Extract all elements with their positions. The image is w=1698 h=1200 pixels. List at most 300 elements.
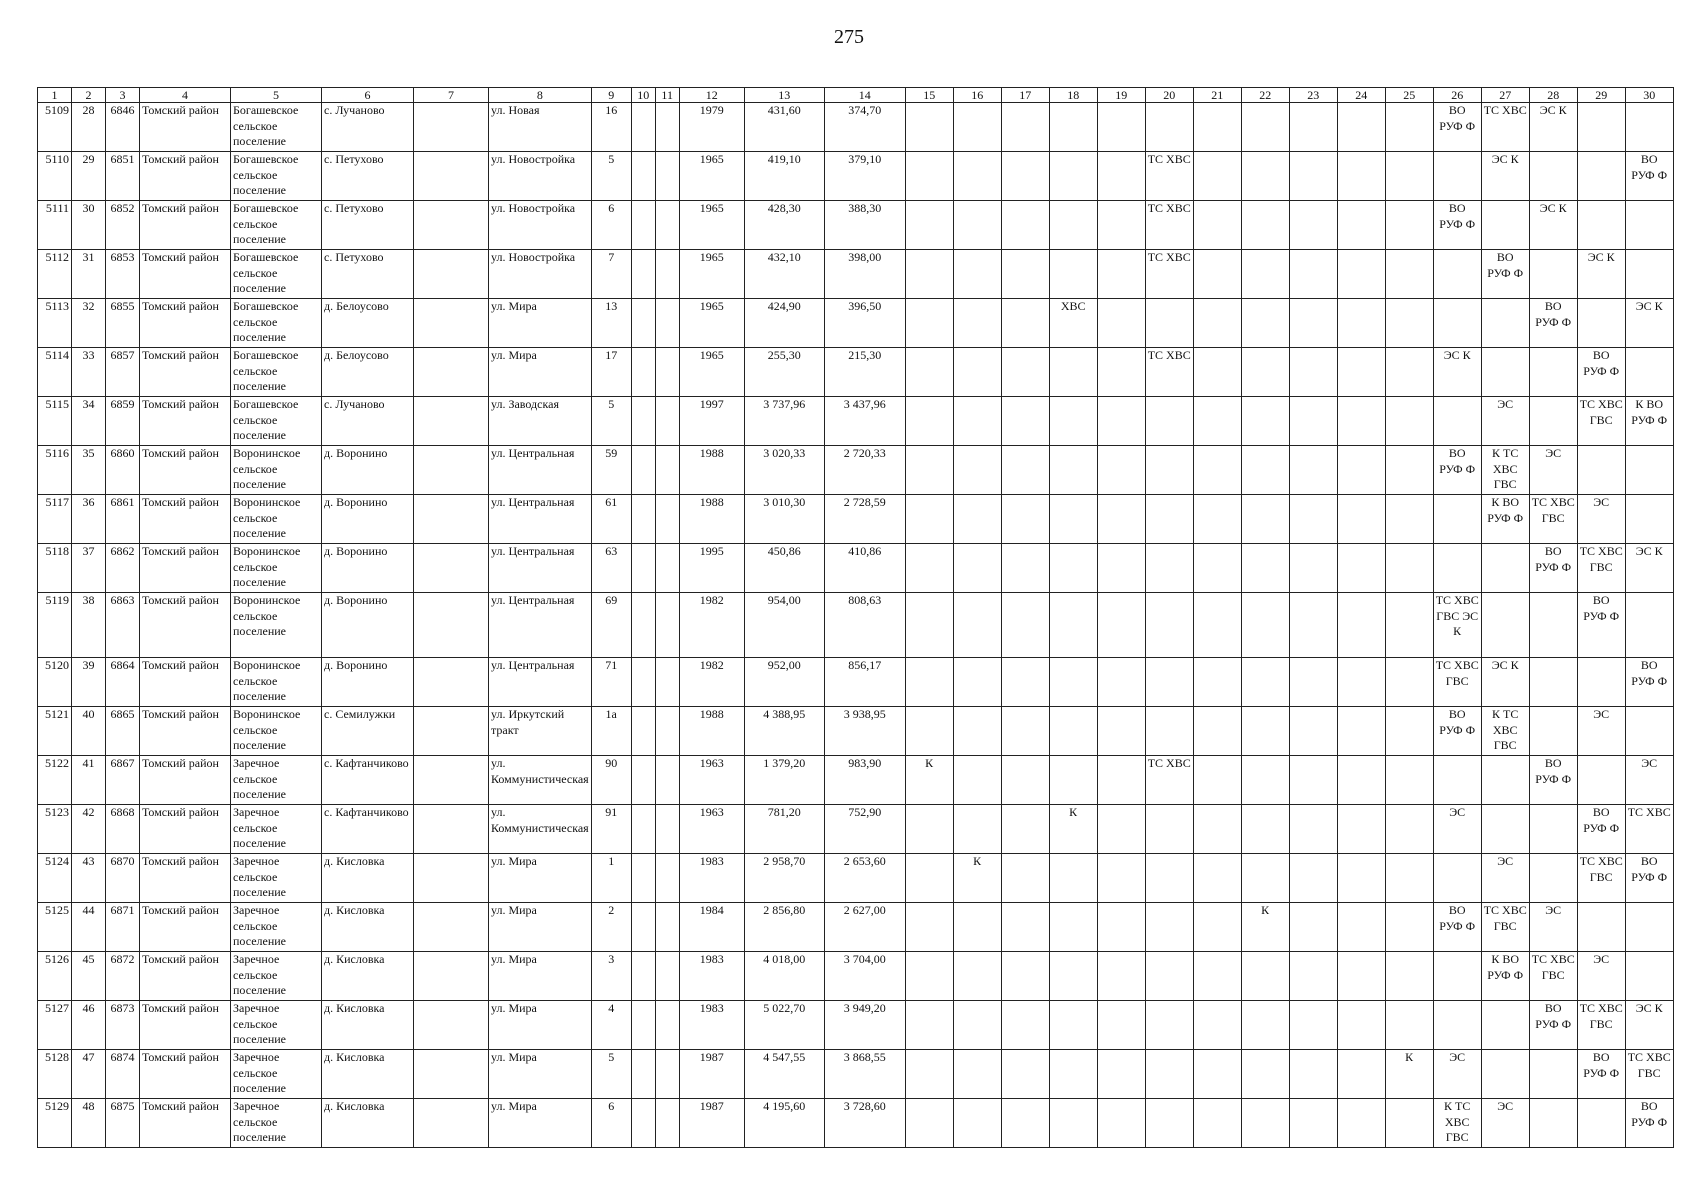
- house-number-cell: 2: [591, 903, 631, 952]
- work-code-cell-27: [1481, 952, 1529, 1001]
- work-code-cell-25: [1385, 707, 1433, 756]
- work-code-cell-22: [1241, 805, 1289, 854]
- work-code-cell-18: [1049, 593, 1097, 658]
- work-code-cell-27: [1481, 1050, 1529, 1099]
- registry-number: 5109: [38, 103, 72, 152]
- work-code-cell-19: [1097, 397, 1145, 446]
- empty-cell: [631, 952, 655, 1001]
- work-code-cell-16: [953, 152, 1001, 201]
- work-code-cell-19: [1097, 103, 1145, 152]
- work-code-cell-26: [1433, 250, 1481, 299]
- work-code-cell-30: [1625, 805, 1673, 854]
- work-code-cell-15: [905, 707, 953, 756]
- row-index: 37: [72, 544, 106, 593]
- registry-number: 5127: [38, 1001, 72, 1050]
- locality-cell: с. Семилужки: [322, 707, 414, 756]
- work-code-cell-29: [1577, 397, 1625, 446]
- street-cell: ул. Заводская: [489, 397, 592, 446]
- work-code: ВО РУФ Ф: [1631, 658, 1668, 688]
- work-code-cell-22: [1241, 446, 1289, 495]
- work-code-cell-17: [1001, 103, 1049, 152]
- work-code-cell-24: [1337, 1001, 1385, 1050]
- work-code: ЭС К: [1635, 1001, 1663, 1015]
- empty-cell: [414, 707, 489, 756]
- work-code: К: [1069, 805, 1078, 819]
- object-id: 6864: [106, 658, 140, 707]
- work-code: ВО РУФ Ф: [1439, 446, 1476, 476]
- work-code-cell-29: [1577, 593, 1625, 658]
- work-code: ТС ХВС ГВС: [1483, 903, 1527, 933]
- work-code-cell-28: [1529, 201, 1577, 250]
- work-code-cell-26: [1433, 103, 1481, 152]
- work-code: К: [973, 854, 982, 868]
- work-code-cell-21: [1193, 903, 1241, 952]
- work-code-cell-26: [1433, 756, 1481, 805]
- row-index: 41: [72, 756, 106, 805]
- column-header-24: 24: [1337, 88, 1385, 103]
- locality-cell: д. Воронино: [322, 593, 414, 658]
- work-code-cell-15: [905, 152, 953, 201]
- work-code-cell-20: [1145, 805, 1193, 854]
- work-code: ВО РУФ Ф: [1535, 756, 1572, 786]
- work-code-cell-29: [1577, 1099, 1625, 1148]
- area-living-cell: 2 728,59: [824, 495, 905, 544]
- work-code-cell-30: [1625, 593, 1673, 658]
- work-code-cell-15: [905, 446, 953, 495]
- work-code-cell-27: [1481, 495, 1529, 544]
- locality-cell: д. Белоусово: [322, 299, 414, 348]
- street-cell: ул. Коммунистическая: [489, 805, 592, 854]
- work-code-cell-26: [1433, 593, 1481, 658]
- locality-cell: д. Кисловка: [322, 903, 414, 952]
- work-code-cell-28: [1529, 1050, 1577, 1099]
- empty-cell: [631, 756, 655, 805]
- work-code-cell-17: [1001, 348, 1049, 397]
- empty-cell: [414, 103, 489, 152]
- work-code-cell-21: [1193, 1099, 1241, 1148]
- work-code: ТС ХВС ГВС: [1627, 1050, 1671, 1080]
- work-code-cell-20: [1145, 299, 1193, 348]
- empty-cell: [655, 658, 679, 707]
- locality-cell: с. Кафтанчиково: [322, 756, 414, 805]
- table-row: [38, 903, 1674, 952]
- work-code-cell-28: [1529, 103, 1577, 152]
- work-code-cell-21: [1193, 201, 1241, 250]
- district-cell: Томский район: [140, 544, 231, 593]
- work-code-cell-22: [1241, 348, 1289, 397]
- work-code: ЭС: [1497, 397, 1514, 411]
- registry-number: 5115: [38, 397, 72, 446]
- work-code-cell-16: [953, 903, 1001, 952]
- work-code-cell-25: [1385, 299, 1433, 348]
- area-total-cell: 952,00: [744, 658, 824, 707]
- work-code-cell-29: [1577, 1050, 1625, 1099]
- work-code-cell-22: [1241, 658, 1289, 707]
- work-code-cell-18: [1049, 1050, 1097, 1099]
- year-cell: 1982: [679, 593, 744, 658]
- work-code-cell-29: [1577, 152, 1625, 201]
- table-row: [38, 805, 1674, 854]
- object-id: 6861: [106, 495, 140, 544]
- house-number-cell: 91: [591, 805, 631, 854]
- house-number-cell: 6: [591, 201, 631, 250]
- house-number-cell: 1: [591, 854, 631, 903]
- work-code-cell-26: [1433, 544, 1481, 593]
- empty-cell: [414, 348, 489, 397]
- locality-cell: д. Кисловка: [322, 1050, 414, 1099]
- area-total-cell: 4 018,00: [744, 952, 824, 1001]
- work-code-cell-21: [1193, 805, 1241, 854]
- work-code-cell-19: [1097, 903, 1145, 952]
- settlement-cell: Богашевское сельское поселение: [231, 299, 322, 348]
- work-code-cell-23: [1289, 1050, 1337, 1099]
- work-code-cell-30: [1625, 201, 1673, 250]
- locality-cell: д. Кисловка: [322, 1001, 414, 1050]
- work-code-cell-30: [1625, 658, 1673, 707]
- area-living-cell: 2 720,33: [824, 446, 905, 495]
- work-code-cell-23: [1289, 348, 1337, 397]
- empty-cell: [631, 103, 655, 152]
- street-cell: ул. Центральная: [489, 495, 592, 544]
- locality-cell: д. Кисловка: [322, 952, 414, 1001]
- area-living-cell: 2 627,00: [824, 903, 905, 952]
- district-cell: Томский район: [140, 299, 231, 348]
- work-code-cell-19: [1097, 348, 1145, 397]
- registry-number: 5116: [38, 446, 72, 495]
- area-living-cell: 808,63: [824, 593, 905, 658]
- object-id: 6863: [106, 593, 140, 658]
- work-code-cell-25: [1385, 952, 1433, 1001]
- registry-number: 5114: [38, 348, 72, 397]
- work-code-cell-23: [1289, 544, 1337, 593]
- empty-cell: [655, 495, 679, 544]
- year-cell: 1988: [679, 446, 744, 495]
- district-cell: Томский район: [140, 446, 231, 495]
- settlement-cell: Заречное сельское поселение: [231, 903, 322, 952]
- work-code-cell-29: [1577, 250, 1625, 299]
- work-code: ВО РУФ Ф: [1439, 707, 1476, 737]
- area-total-cell: 450,86: [744, 544, 824, 593]
- work-code-cell-23: [1289, 103, 1337, 152]
- work-code-cell-25: [1385, 495, 1433, 544]
- row-index: 39: [72, 658, 106, 707]
- work-code-cell-22: [1241, 1050, 1289, 1099]
- work-code-cell-25: [1385, 805, 1433, 854]
- work-code-cell-18: [1049, 658, 1097, 707]
- column-header-9: 9: [591, 88, 631, 103]
- work-code-cell-26: [1433, 299, 1481, 348]
- work-code-cell-24: [1337, 1050, 1385, 1099]
- row-index: 42: [72, 805, 106, 854]
- work-code-cell-28: [1529, 152, 1577, 201]
- work-code-cell-25: [1385, 903, 1433, 952]
- locality-cell: д. Воронино: [322, 658, 414, 707]
- empty-cell: [631, 348, 655, 397]
- work-code-cell-26: [1433, 1001, 1481, 1050]
- work-code-cell-30: [1625, 854, 1673, 903]
- work-code-cell-29: [1577, 903, 1625, 952]
- work-code: К: [1405, 1050, 1414, 1064]
- area-living-cell: 410,86: [824, 544, 905, 593]
- year-cell: 1965: [679, 152, 744, 201]
- district-cell: Томский район: [140, 1099, 231, 1148]
- empty-cell: [655, 201, 679, 250]
- column-header-25: 25: [1385, 88, 1433, 103]
- work-code-cell-22: [1241, 1001, 1289, 1050]
- locality-cell: с. Петухово: [322, 201, 414, 250]
- work-code-cell-25: [1385, 1099, 1433, 1148]
- work-code: ЭС: [1641, 756, 1658, 770]
- housing-registry-table: [37, 87, 1674, 1148]
- street-cell: ул. Мира: [489, 348, 592, 397]
- table-row: [38, 707, 1674, 756]
- work-code-cell-17: [1001, 495, 1049, 544]
- locality-cell: с. Петухово: [322, 152, 414, 201]
- area-total-cell: 781,20: [744, 805, 824, 854]
- work-code-cell-22: [1241, 103, 1289, 152]
- work-code-cell-18: [1049, 103, 1097, 152]
- area-total-cell: 3 010,30: [744, 495, 824, 544]
- work-code-cell-22: [1241, 397, 1289, 446]
- work-code-cell-28: [1529, 952, 1577, 1001]
- work-code-cell-26: [1433, 201, 1481, 250]
- empty-cell: [414, 903, 489, 952]
- street-cell: ул. Новостройка: [489, 250, 592, 299]
- empty-cell: [655, 397, 679, 446]
- house-number-cell: 61: [591, 495, 631, 544]
- work-code-cell-21: [1193, 1050, 1241, 1099]
- work-code-cell-30: [1625, 495, 1673, 544]
- work-code-cell-22: [1241, 903, 1289, 952]
- settlement-cell: Заречное сельское поселение: [231, 805, 322, 854]
- settlement-cell: Богашевское сельское поселение: [231, 152, 322, 201]
- locality-cell: д. Кисловка: [322, 854, 414, 903]
- work-code: ВО РУФ Ф: [1583, 1050, 1620, 1080]
- work-code-cell-26: [1433, 1099, 1481, 1148]
- work-code: ТС ХВС ГВС: [1435, 658, 1479, 688]
- row-index: 43: [72, 854, 106, 903]
- table-row: [38, 250, 1674, 299]
- work-code-cell-26: [1433, 1050, 1481, 1099]
- work-code-cell-25: [1385, 658, 1433, 707]
- work-code-cell-21: [1193, 544, 1241, 593]
- table-row: [38, 201, 1674, 250]
- work-code: ВО РУФ Ф: [1535, 544, 1572, 574]
- empty-cell: [655, 446, 679, 495]
- work-code-cell-30: [1625, 348, 1673, 397]
- work-code-cell-23: [1289, 250, 1337, 299]
- area-total-cell: 4 195,60: [744, 1099, 824, 1148]
- work-code-cell-15: [905, 299, 953, 348]
- work-code-cell-24: [1337, 152, 1385, 201]
- street-cell: ул. Центральная: [489, 446, 592, 495]
- empty-cell: [655, 544, 679, 593]
- column-header-18: 18: [1049, 88, 1097, 103]
- settlement-cell: Богашевское сельское поселение: [231, 250, 322, 299]
- work-code-cell-26: [1433, 658, 1481, 707]
- work-code-cell-28: [1529, 903, 1577, 952]
- empty-cell: [631, 854, 655, 903]
- area-total-cell: 419,10: [744, 152, 824, 201]
- work-code: ВО РУФ Ф: [1631, 1099, 1668, 1129]
- work-code-cell-25: [1385, 250, 1433, 299]
- work-code-cell-28: [1529, 1099, 1577, 1148]
- table-row: [38, 658, 1674, 707]
- object-id: 6870: [106, 854, 140, 903]
- work-code-cell-25: [1385, 1050, 1433, 1099]
- work-code-cell-21: [1193, 707, 1241, 756]
- work-code-cell-24: [1337, 299, 1385, 348]
- work-code-cell-29: [1577, 854, 1625, 903]
- work-code-cell-19: [1097, 250, 1145, 299]
- column-header-19: 19: [1097, 88, 1145, 103]
- work-code-cell-16: [953, 658, 1001, 707]
- year-cell: 1997: [679, 397, 744, 446]
- settlement-cell: Богашевское сельское поселение: [231, 103, 322, 152]
- object-id: 6875: [106, 1099, 140, 1148]
- district-cell: Томский район: [140, 348, 231, 397]
- street-cell: ул. Центральная: [489, 544, 592, 593]
- row-index: 31: [72, 250, 106, 299]
- settlement-cell: Заречное сельское поселение: [231, 854, 322, 903]
- street-cell: ул. Иркутский тракт: [489, 707, 592, 756]
- locality-cell: д. Воронино: [322, 544, 414, 593]
- empty-cell: [414, 854, 489, 903]
- work-code: К: [1261, 903, 1270, 917]
- work-code-cell-29: [1577, 348, 1625, 397]
- work-code-cell-20: [1145, 495, 1193, 544]
- column-header-15: 15: [905, 88, 953, 103]
- work-code-cell-17: [1001, 593, 1049, 658]
- work-code-cell-17: [1001, 952, 1049, 1001]
- work-code-cell-21: [1193, 152, 1241, 201]
- work-code-cell-29: [1577, 201, 1625, 250]
- area-living-cell: 3 868,55: [824, 1050, 905, 1099]
- work-code: ВО РУФ Ф: [1631, 854, 1668, 884]
- column-header-27: 27: [1481, 88, 1529, 103]
- work-code-cell-29: [1577, 495, 1625, 544]
- work-code-cell-27: [1481, 1001, 1529, 1050]
- work-code-cell-28: [1529, 658, 1577, 707]
- empty-cell: [631, 299, 655, 348]
- work-code-cell-19: [1097, 495, 1145, 544]
- table-row: [38, 1050, 1674, 1099]
- work-code: ВО РУФ Ф: [1583, 348, 1620, 378]
- work-code-cell-24: [1337, 903, 1385, 952]
- area-living-cell: 3 728,60: [824, 1099, 905, 1148]
- year-cell: 1995: [679, 544, 744, 593]
- column-header-7: 7: [414, 88, 489, 103]
- settlement-cell: Богашевское сельское поселение: [231, 397, 322, 446]
- year-cell: 1987: [679, 1050, 744, 1099]
- table-row: [38, 756, 1674, 805]
- work-code-cell-24: [1337, 952, 1385, 1001]
- empty-cell: [631, 1050, 655, 1099]
- work-code: ТС ХВС ГВС: [1579, 544, 1623, 574]
- empty-cell: [655, 593, 679, 658]
- settlement-cell: Заречное сельское поселение: [231, 1001, 322, 1050]
- work-code-cell-21: [1193, 658, 1241, 707]
- settlement-cell: Заречное сельское поселение: [231, 952, 322, 1001]
- work-code-cell-17: [1001, 446, 1049, 495]
- work-code-cell-17: [1001, 1099, 1049, 1148]
- column-header-3: 3: [106, 88, 140, 103]
- work-code-cell-17: [1001, 1001, 1049, 1050]
- table-row: [38, 1099, 1674, 1148]
- work-code-cell-18: [1049, 707, 1097, 756]
- row-index: 38: [72, 593, 106, 658]
- area-total-cell: 3 020,33: [744, 446, 824, 495]
- work-code-cell-18: [1049, 446, 1097, 495]
- work-code-cell-15: [905, 1099, 953, 1148]
- house-number-cell: 5: [591, 1050, 631, 1099]
- work-code: К ТС ХВС ГВС: [1444, 1099, 1471, 1144]
- column-header-14: 14: [824, 88, 905, 103]
- street-cell: ул. Мира: [489, 903, 592, 952]
- work-code-cell-16: [953, 397, 1001, 446]
- work-code-cell-22: [1241, 201, 1289, 250]
- column-header-10: 10: [631, 88, 655, 103]
- work-code-cell-16: [953, 201, 1001, 250]
- work-code-cell-15: [905, 250, 953, 299]
- work-code: ЭС: [1593, 707, 1610, 721]
- empty-cell: [655, 952, 679, 1001]
- work-code-cell-27: [1481, 348, 1529, 397]
- empty-cell: [631, 1099, 655, 1148]
- work-code-cell-29: [1577, 756, 1625, 805]
- work-code-cell-15: [905, 658, 953, 707]
- work-code-cell-30: [1625, 299, 1673, 348]
- work-code: ЭС: [1449, 1050, 1466, 1064]
- work-code-cell-23: [1289, 495, 1337, 544]
- object-id: 6853: [106, 250, 140, 299]
- column-header-16: 16: [953, 88, 1001, 103]
- work-code-cell-20: [1145, 593, 1193, 658]
- work-code-cell-18: [1049, 805, 1097, 854]
- work-code-cell-15: [905, 201, 953, 250]
- empty-cell: [414, 446, 489, 495]
- table-row: [38, 1001, 1674, 1050]
- work-code-cell-16: [953, 756, 1001, 805]
- object-id: 6852: [106, 201, 140, 250]
- area-total-cell: 4 547,55: [744, 1050, 824, 1099]
- work-code-cell-16: [953, 446, 1001, 495]
- work-code-cell-26: [1433, 446, 1481, 495]
- empty-cell: [414, 201, 489, 250]
- district-cell: Томский район: [140, 854, 231, 903]
- empty-cell: [414, 495, 489, 544]
- area-total-cell: 432,10: [744, 250, 824, 299]
- work-code: ЭС К: [1587, 250, 1615, 264]
- work-code: ТС ХВС: [1147, 152, 1191, 166]
- work-code-cell-23: [1289, 707, 1337, 756]
- work-code-cell-24: [1337, 593, 1385, 658]
- work-code-cell-27: [1481, 805, 1529, 854]
- work-code-cell-27: [1481, 903, 1529, 952]
- row-index: 47: [72, 1050, 106, 1099]
- work-code-cell-25: [1385, 446, 1433, 495]
- locality-cell: с. Лучаново: [322, 103, 414, 152]
- work-code: ЭС: [1593, 495, 1610, 509]
- work-code-cell-18: [1049, 903, 1097, 952]
- row-index: 46: [72, 1001, 106, 1050]
- work-code-cell-17: [1001, 544, 1049, 593]
- settlement-cell: Воронинское сельское поселение: [231, 707, 322, 756]
- row-index: 40: [72, 707, 106, 756]
- work-code-cell-18: [1049, 495, 1097, 544]
- work-code-cell-25: [1385, 1001, 1433, 1050]
- work-code-cell-28: [1529, 756, 1577, 805]
